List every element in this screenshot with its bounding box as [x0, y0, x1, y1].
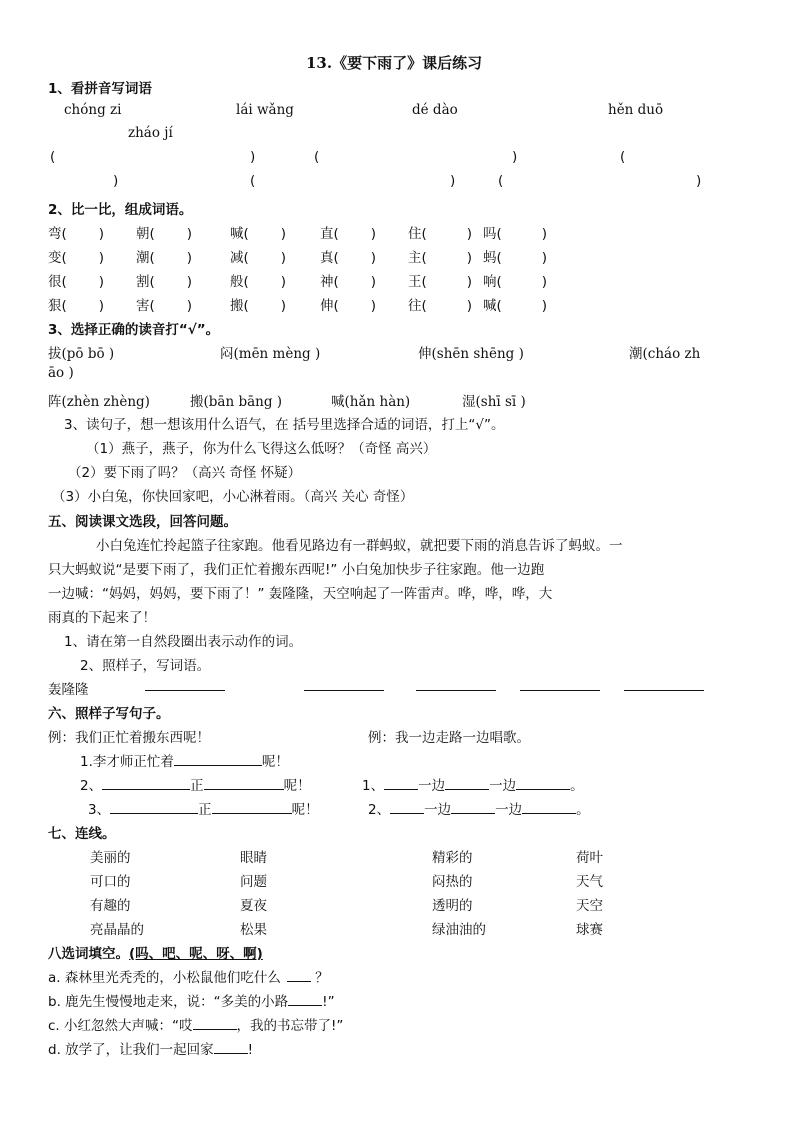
compare-cell — [483, 270, 547, 290]
pinyin-4: hěn duō — [608, 102, 664, 118]
compare-cell — [320, 246, 376, 266]
paren-open: ( — [149, 250, 155, 266]
paren-close: ) — [541, 274, 548, 290]
compare-cell — [483, 294, 547, 314]
paren-close: ) — [98, 226, 105, 242]
match-word[interactable]: 夏夜 — [240, 898, 267, 914]
fill-text: ，我的书忘带了!” — [236, 1018, 344, 1034]
item-number: 3、 — [88, 802, 111, 818]
answer-paren-close: ) — [696, 173, 702, 189]
pronunciation-item: 阵(zhèn zhèng) — [48, 394, 150, 410]
item-number: 1、 — [362, 778, 385, 794]
fill-text: !” — [322, 994, 335, 1010]
fill-item-c — [48, 1014, 343, 1034]
example-sentence-1: 例：我们正忙着搬东西呢！ — [48, 730, 210, 746]
answer-blank[interactable] — [445, 775, 489, 790]
match-word[interactable]: 天气 — [576, 874, 603, 890]
answer-blank[interactable] — [451, 799, 495, 814]
pronunciation-item: 湿(shī sī ) — [462, 394, 526, 410]
tone-question-1: （1）燕子，燕子，你为什么飞得这么低呀？（奇怪 高兴） — [86, 441, 437, 457]
paren-open: ( — [61, 274, 67, 290]
pronunciation-item: 潮(cháo zh — [629, 346, 701, 362]
word-yibian: 一边 — [418, 778, 446, 794]
compare-char: 真 — [320, 250, 334, 266]
paren-open: ( — [149, 226, 155, 242]
word-ne: 呢！ — [291, 802, 319, 818]
compare-char: 搬 — [230, 298, 244, 314]
compare-char: 般 — [230, 274, 244, 290]
paren-open: ( — [496, 250, 502, 266]
example-word: 轰隆隆 — [48, 682, 89, 698]
match-word[interactable]: 闷热的 — [432, 874, 473, 890]
paren-close: ) — [541, 226, 548, 242]
compare-cell — [230, 222, 286, 242]
match-word[interactable]: 球赛 — [576, 922, 603, 938]
paren-open: ( — [496, 274, 502, 290]
answer-paren-close: ) — [512, 149, 518, 165]
answer-paren-close: ) — [450, 173, 456, 189]
compare-cell — [320, 222, 376, 242]
section2-heading: 2、比一比，组成词语。 — [48, 202, 193, 218]
paren-open: ( — [421, 250, 427, 266]
paren-close: ) — [370, 226, 377, 242]
compare-cell — [230, 294, 286, 314]
sentence-a3 — [88, 798, 319, 818]
match-word[interactable]: 天空 — [576, 898, 603, 914]
answer-blank[interactable] — [390, 799, 424, 814]
answer-paren-open: ( — [250, 173, 256, 189]
answer-paren-open: ( — [314, 149, 320, 165]
paren-close: ) — [98, 298, 105, 314]
word-ne: 呢！ — [283, 778, 311, 794]
compare-cell — [48, 222, 104, 242]
compare-char: 蚂 — [483, 250, 497, 266]
compare-char: 吗 — [483, 226, 497, 242]
compare-cell — [48, 246, 104, 266]
fill-item-d — [48, 1038, 253, 1058]
compare-char: 变 — [48, 250, 62, 266]
paren-close: ) — [541, 250, 548, 266]
pronunciation-item: 伸(shēn shēng ) — [418, 346, 524, 362]
answer-blank[interactable] — [212, 799, 292, 814]
word-yibian: 一边 — [495, 802, 523, 818]
pinyin-1: chóng zi — [64, 102, 122, 118]
sentence-a2 — [80, 774, 311, 794]
match-word[interactable]: 美丽的 — [90, 850, 131, 866]
answer-blank[interactable] — [145, 690, 225, 691]
tone-heading: 3、读句子，想一想该用什么语气，在 括号里选择合适的词语，打上“√”。 — [64, 417, 505, 433]
answer-paren-open: ( — [498, 173, 504, 189]
paren-close: ) — [186, 226, 193, 242]
page-title: 13.《要下雨了》课后练习 — [306, 54, 483, 72]
answer-blank[interactable] — [174, 751, 262, 766]
fill-text: a. 森林里光秃秃的，小松鼠他们吃什么 — [48, 970, 281, 986]
compare-char: 往 — [408, 298, 422, 314]
match-word[interactable]: 眼睛 — [240, 850, 267, 866]
paren-close: ) — [466, 250, 473, 266]
sentence-suffix: 呢！ — [261, 754, 289, 770]
reading-question-1: 1、请在第一自然段圈出表示动作的词。 — [64, 634, 303, 650]
fill-item-b — [48, 990, 335, 1010]
paren-open: ( — [333, 226, 339, 242]
word-end: 。 — [570, 778, 584, 794]
paren-open: ( — [421, 226, 427, 242]
compare-cell — [408, 294, 472, 314]
paren-close: ) — [541, 298, 548, 314]
passage-line: 一边喊：“妈妈，妈妈，要下雨了！” 轰隆隆，天空响起了一阵雷声。哗，哗，哗，大 — [48, 586, 553, 602]
paren-close: ) — [466, 226, 473, 242]
answer-blank[interactable] — [110, 799, 198, 814]
compare-char: 弯 — [48, 226, 62, 242]
answer-blank[interactable] — [516, 775, 570, 790]
compare-cell — [408, 270, 472, 290]
paren-close: ) — [370, 250, 377, 266]
answer-blank[interactable] — [384, 775, 418, 790]
answer-blank[interactable] — [214, 1039, 248, 1054]
compare-cell — [136, 270, 192, 290]
compare-char: 害 — [136, 298, 150, 314]
compare-cell — [136, 246, 192, 266]
match-word[interactable]: 绿油油的 — [432, 922, 486, 938]
compare-char: 喊 — [230, 226, 244, 242]
compare-char: 减 — [230, 250, 244, 266]
compare-char: 喊 — [483, 298, 497, 314]
paren-close: ) — [186, 274, 193, 290]
answer-blank[interactable] — [288, 991, 322, 1006]
paren-open: ( — [61, 250, 67, 266]
answer-blank[interactable] — [204, 775, 284, 790]
word-zheng: 正 — [190, 778, 204, 794]
answer-blank[interactable] — [520, 690, 600, 691]
compare-cell — [230, 246, 286, 266]
answer-paren-close: ) — [113, 173, 119, 189]
sentence-b1 — [362, 774, 584, 794]
fill-text: d. 放学了，让我们一起回家 — [48, 1042, 214, 1058]
compare-char: 主 — [408, 250, 422, 266]
paren-open: ( — [333, 298, 339, 314]
compare-cell — [48, 270, 104, 290]
paren-close: ) — [186, 250, 193, 266]
pronunciation-item: 拔(pō bō ) — [48, 346, 115, 362]
paren-open: ( — [496, 298, 502, 314]
sentence-prefix: 1.李才师正忙着 — [80, 754, 174, 770]
section8-heading — [48, 942, 263, 962]
pinyin-2: lái wǎng — [236, 102, 294, 118]
section6-heading: 六、照样子写句子。 — [48, 706, 170, 722]
compare-cell — [483, 222, 547, 242]
paren-open: ( — [421, 298, 427, 314]
match-word[interactable]: 有趣的 — [90, 898, 131, 914]
fill-text: ! — [247, 1042, 254, 1058]
paren-open: ( — [149, 298, 155, 314]
match-word[interactable]: 问题 — [240, 874, 267, 890]
compare-char: 很 — [48, 274, 62, 290]
compare-cell — [320, 270, 376, 290]
answer-blank[interactable] — [624, 690, 704, 691]
compare-cell — [230, 270, 286, 290]
paren-close: ) — [280, 250, 287, 266]
answer-paren-close: ) — [250, 149, 256, 165]
pinyin-3: dé dào — [412, 102, 458, 118]
paren-open: ( — [243, 250, 249, 266]
answer-blank[interactable] — [102, 775, 190, 790]
paren-close: ) — [98, 250, 105, 266]
compare-cell — [136, 222, 192, 242]
compare-char: 割 — [136, 274, 150, 290]
paren-open: ( — [243, 274, 249, 290]
compare-char: 直 — [320, 226, 334, 242]
answer-blank[interactable] — [522, 799, 576, 814]
item-number: 2、 — [80, 778, 103, 794]
paren-close: ) — [280, 298, 287, 314]
answer-paren-open: ( — [620, 149, 626, 165]
passage-line: 小白兔连忙拎起篮子往家跑。他看见路边有一群蚂蚁，就把要下雨的消息告诉了蚂蚁。一 — [96, 538, 623, 554]
word-options: (吗、吧、呢、呀、啊) — [129, 946, 263, 962]
compare-cell — [408, 222, 472, 242]
word-yibian: 一边 — [424, 802, 452, 818]
match-word[interactable]: 荷叶 — [576, 850, 603, 866]
paren-open: ( — [61, 298, 67, 314]
passage-line: 只大蚂蚁说“是要下雨了，我们正忙着搬东西呢!” 小白兔加快步子往家跑。他一边跑 — [48, 562, 545, 578]
section1-heading: 1、看拼音写词语 — [48, 81, 152, 97]
match-word[interactable]: 精彩的 — [432, 850, 473, 866]
paren-close: ) — [280, 274, 287, 290]
paren-open: ( — [421, 274, 427, 290]
compare-char: 狠 — [48, 298, 62, 314]
tone-question-3: （3）小白兔，你快回家吧，小心淋着雨。（高兴 关心 奇怪） — [52, 489, 414, 505]
answer-paren-open: ( — [50, 149, 56, 165]
fill-text: ？ — [310, 970, 329, 986]
pinyin-5: zháo jí — [128, 125, 173, 141]
pronunciation-item: 搬(bān bāng ) — [190, 394, 283, 410]
compare-char: 朝 — [136, 226, 150, 242]
paren-open: ( — [243, 298, 249, 314]
item-number: 2、 — [368, 802, 391, 818]
word-yibian: 一边 — [489, 778, 517, 794]
compare-cell — [408, 246, 472, 266]
answer-blank[interactable] — [416, 690, 496, 691]
compare-cell — [136, 294, 192, 314]
answer-blank[interactable] — [304, 690, 384, 691]
pronunciation-item: 闷(mēn mèng ) — [220, 346, 321, 362]
match-word[interactable]: 亮晶晶的 — [90, 922, 144, 938]
paren-open: ( — [149, 274, 155, 290]
paren-close: ) — [466, 298, 473, 314]
compare-char: 响 — [483, 274, 497, 290]
fill-text: c. 小红忽然大声喊：“哎 — [48, 1018, 193, 1034]
paren-open: ( — [61, 226, 67, 242]
paren-close: ) — [370, 274, 377, 290]
word-end: 。 — [576, 802, 590, 818]
compare-cell — [483, 246, 547, 266]
compare-char: 潮 — [136, 250, 150, 266]
compare-cell — [320, 294, 376, 314]
compare-char: 伸 — [320, 298, 334, 314]
sentence-a1 — [80, 750, 289, 770]
example-sentence-2: 例：我一边走路一边唱歌。 — [368, 730, 530, 746]
compare-char: 住 — [408, 226, 422, 242]
reading-question-2: 2、照样子，写词语。 — [80, 658, 211, 674]
tone-question-2: （2）要下雨了吗？（高兴 奇怪 怀疑） — [68, 465, 302, 481]
compare-char: 神 — [320, 274, 334, 290]
section8-title: 八选词填空。 — [48, 946, 129, 962]
pronunciation-item-wrap: āo ) — [48, 365, 74, 381]
section3-heading: 3、选择正确的读音打“√”。 — [48, 322, 220, 338]
paren-open: ( — [333, 274, 339, 290]
passage-line: 雨真的下起来了！ — [48, 610, 156, 626]
compare-cell — [48, 294, 104, 314]
word-zheng: 正 — [198, 802, 212, 818]
sentence-b2 — [368, 798, 590, 818]
paren-close: ) — [186, 298, 193, 314]
fill-text: b. 鹿先生慢慢地走来，说：“多美的小路 — [48, 994, 289, 1010]
paren-close: ) — [466, 274, 473, 290]
paren-close: ) — [280, 226, 287, 242]
section7-heading: 七、连线。 — [48, 826, 116, 842]
match-word[interactable]: 松果 — [240, 922, 267, 938]
answer-blank[interactable] — [287, 967, 311, 982]
answer-blank[interactable] — [193, 1015, 237, 1030]
match-word[interactable]: 可口的 — [90, 874, 131, 890]
paren-open: ( — [333, 250, 339, 266]
fill-item-a — [48, 966, 329, 986]
pronunciation-item: 喊(hǎn hàn) — [331, 394, 411, 410]
paren-open: ( — [496, 226, 502, 242]
paren-open: ( — [243, 226, 249, 242]
section5-heading: 五、阅读课文选段，回答问题。 — [48, 514, 237, 530]
paren-close: ) — [370, 298, 377, 314]
match-word[interactable]: 透明的 — [432, 898, 473, 914]
paren-close: ) — [98, 274, 105, 290]
compare-char: 王 — [408, 274, 422, 290]
